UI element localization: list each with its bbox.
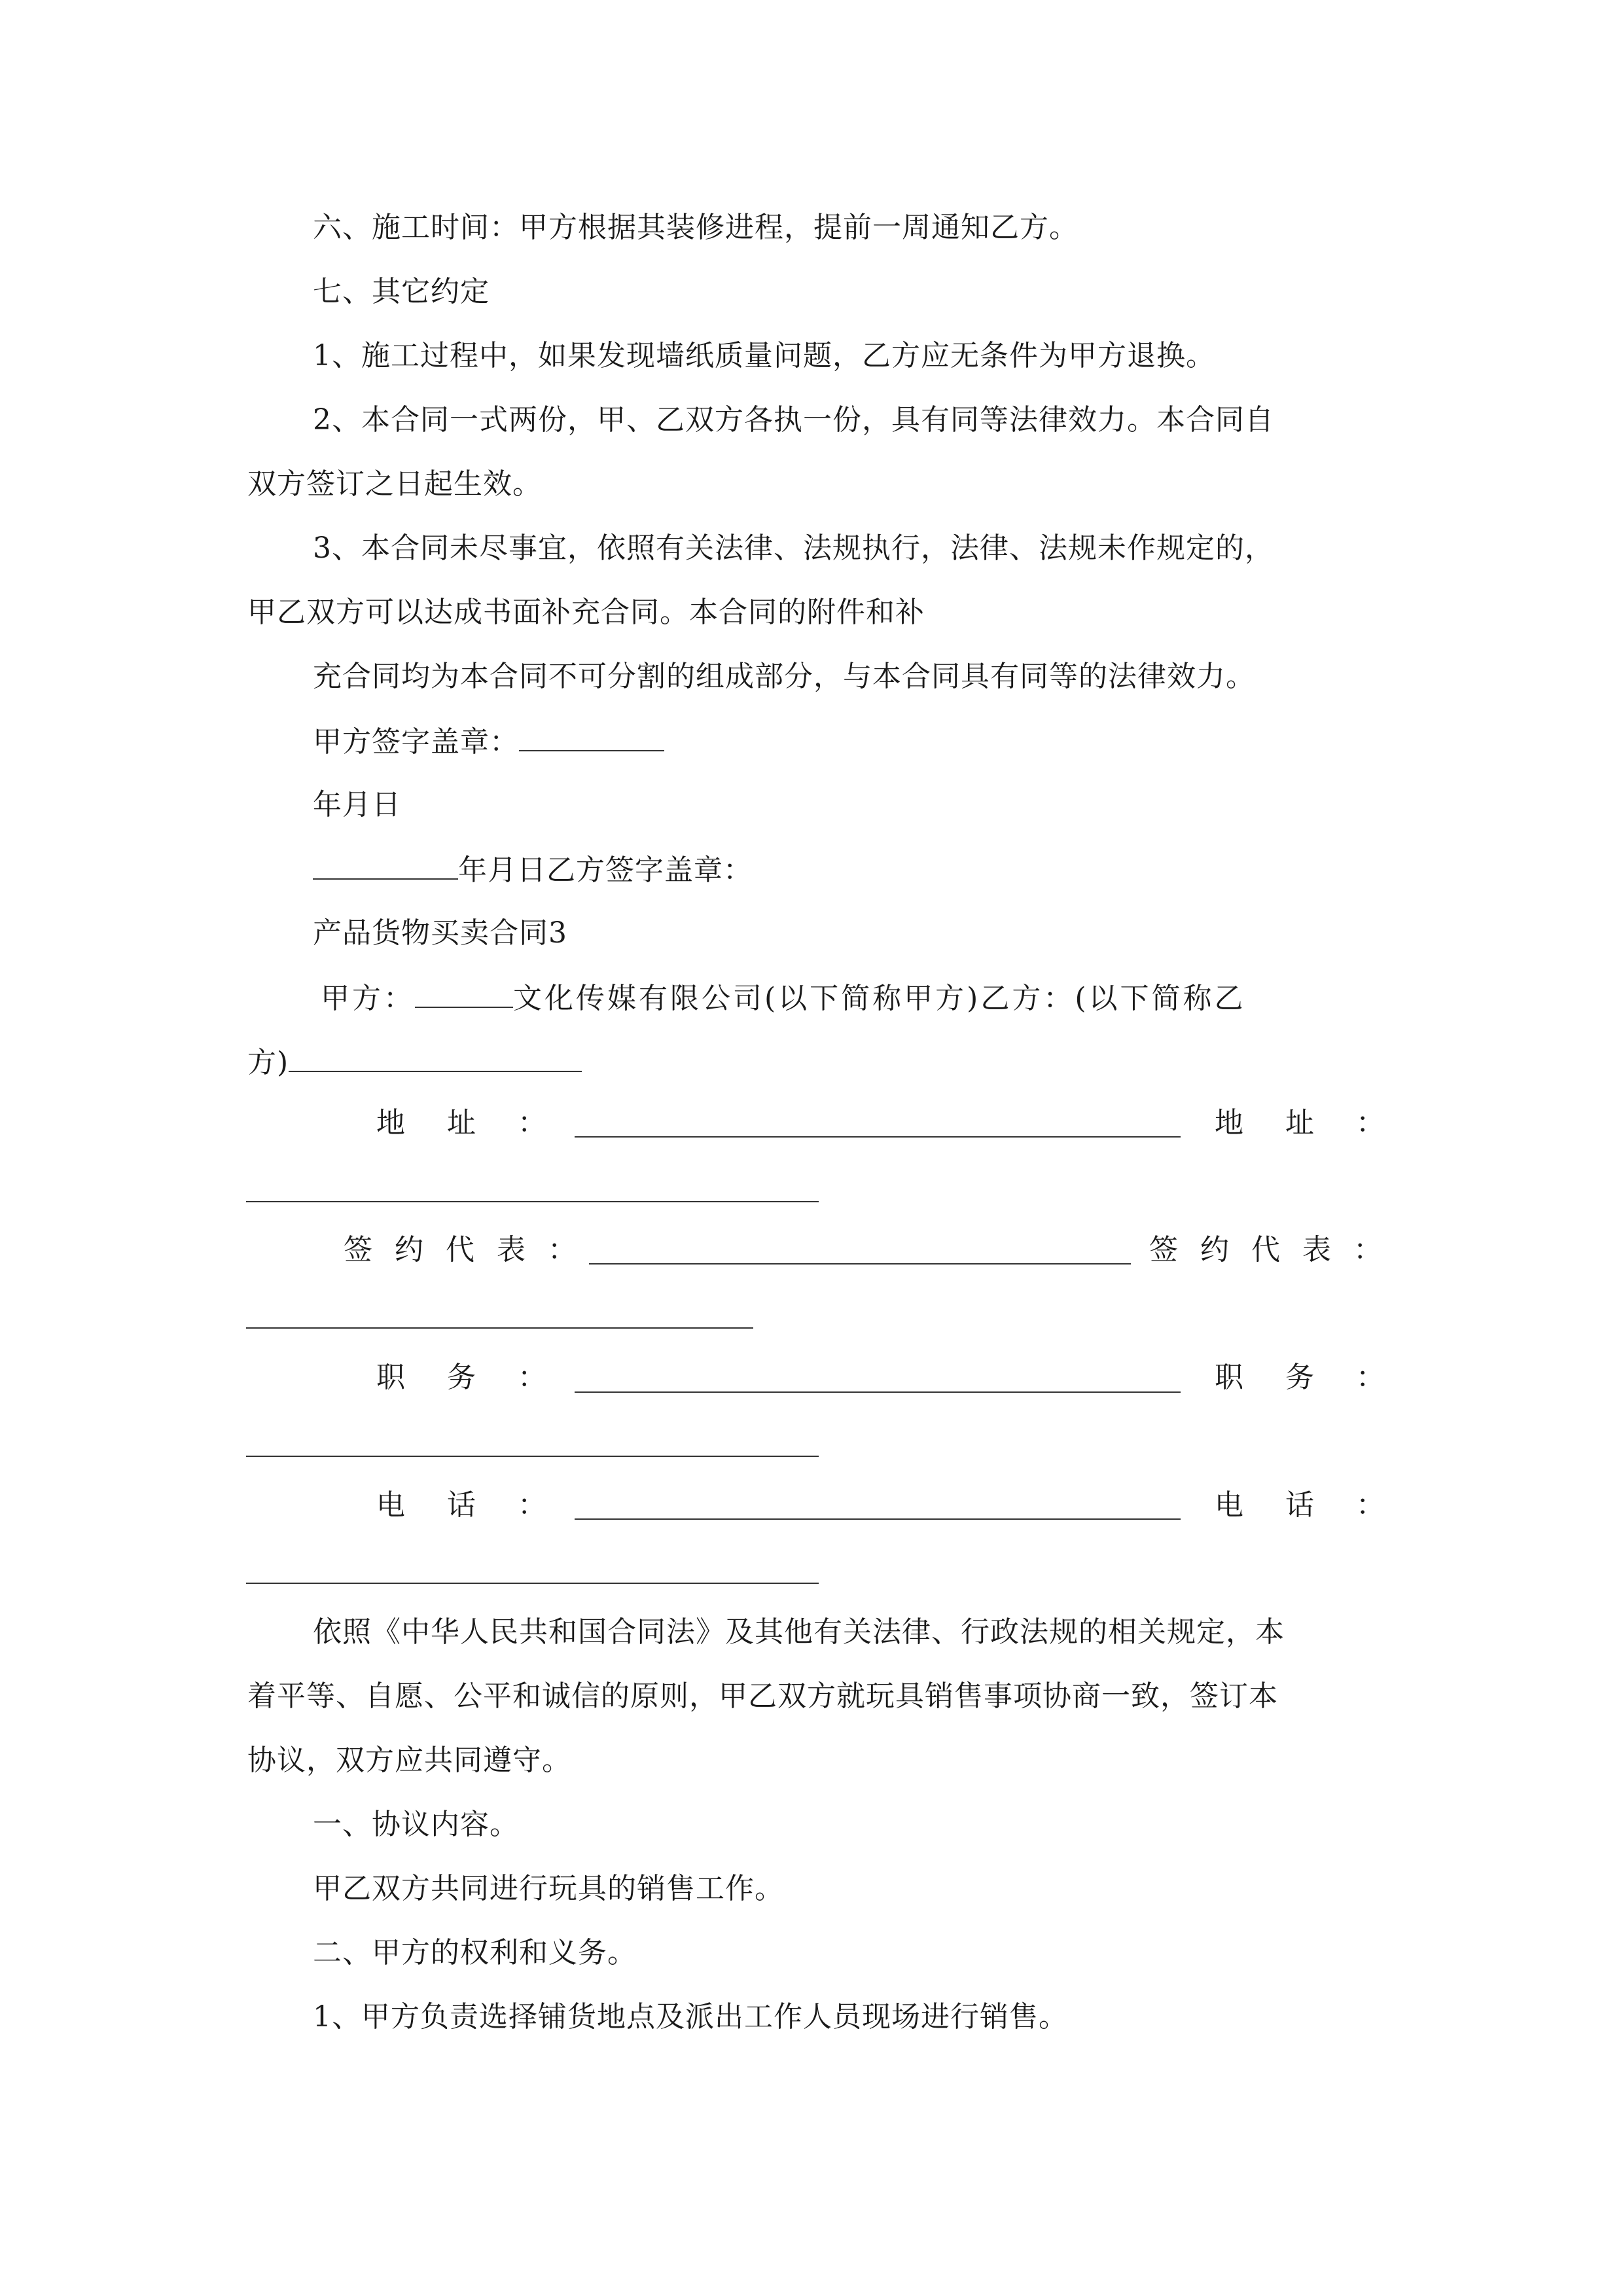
party-b-name-blank[interactable] [289,1042,582,1072]
party-a-signature-label: 甲方签字盖章： [313,725,519,759]
rep-a-blank[interactable] [589,1263,1131,1265]
party-b-suffix: 方) [247,1046,289,1079]
section7-item3-line1: 3、本合同未尽事宜，依照有关法律、法规执行，法律、法规未作规定的， [313,531,1274,565]
section1-heading: 一、协议内容。 [313,1808,519,1841]
phone-a-blank[interactable] [575,1518,1181,1520]
address-b-label: 地 址 ： [1215,1106,1391,1139]
section7-item2-line1: 2、本合同一式两份，甲、乙双方各执一份，具有同等法律效力。本合同自 [313,403,1274,437]
section7-heading: 七、其它约定 [313,275,490,308]
party-a-signature-line [313,721,664,762]
phone-a-label: 电 话 ： [376,1488,553,1522]
preamble-line1: 依照《中华人民共和国合同法》及其他有关法律、行政法规的相关规定，本 [313,1615,1285,1649]
party-a-rest: 文化传媒有限公司(以下简称甲方)乙方：(以下简称乙 [513,982,1246,1015]
section7-item3-line2: 甲乙双方可以达成书面补充合同。本合同的附件和补 [247,596,925,629]
rep-b-label: 签 约 代 表 ： [1149,1233,1389,1266]
section1-text: 甲乙双方共同进行玩具的销售工作。 [313,1872,784,1905]
section2-heading: 二、甲方的权利和义务。 [313,1936,637,1969]
address-a-blank[interactable] [575,1136,1181,1138]
date-party-b-label: 年月日乙方签字盖章： [458,853,753,887]
phone-b-blank[interactable] [246,1583,819,1584]
address-a-label: 地 址 ： [376,1106,553,1139]
preamble-line3: 协议，双方应共同遵守。 [247,1744,571,1777]
party-a-prefix: 甲方： [321,982,415,1015]
title-b-label: 职 务 ： [1215,1361,1391,1394]
section7-item2-line2: 双方签订之日起生效。 [247,467,542,501]
contract3-parties-line1 [321,978,1246,1018]
party-a-signature-blank[interactable] [519,721,664,751]
date-blank[interactable] [313,850,458,880]
contract3-title: 产品货物买卖合同3 [313,916,567,950]
rep-a-label: 签 约 代 表 ： [344,1233,583,1266]
party-a-name-blank[interactable] [415,978,513,1008]
rep-b-blank[interactable] [246,1327,753,1329]
title-a-blank[interactable] [575,1391,1181,1393]
contract3-parties-line2 [247,1042,582,1083]
address-b-blank[interactable] [246,1201,819,1202]
section2-item1: 1、甲方负责选择铺货地点及派出工作人员现场进行销售。 [313,2000,1068,2034]
phone-b-label: 电 话 ： [1215,1488,1391,1522]
section7-item1: 1、施工过程中，如果发现墙纸质量问题，乙方应无条件为甲方退换。 [313,339,1215,372]
title-b-blank[interactable] [246,1456,819,1457]
title-a-label: 职 务 ： [376,1361,553,1394]
section6-text: 六、施工时间：甲方根据其装修进程，提前一周通知乙方。 [313,211,1079,244]
preamble-line2: 着平等、自愿、公平和诚信的原则，甲乙双方就玩具销售事项协商一致，签订本 [247,1679,1278,1713]
section7-item3-line3: 充合同均为本合同不可分割的组成部分，与本合同具有同等的法律效力。 [313,660,1255,693]
party-b-signature-line [313,850,753,890]
date-a: 年月日 [313,788,401,821]
